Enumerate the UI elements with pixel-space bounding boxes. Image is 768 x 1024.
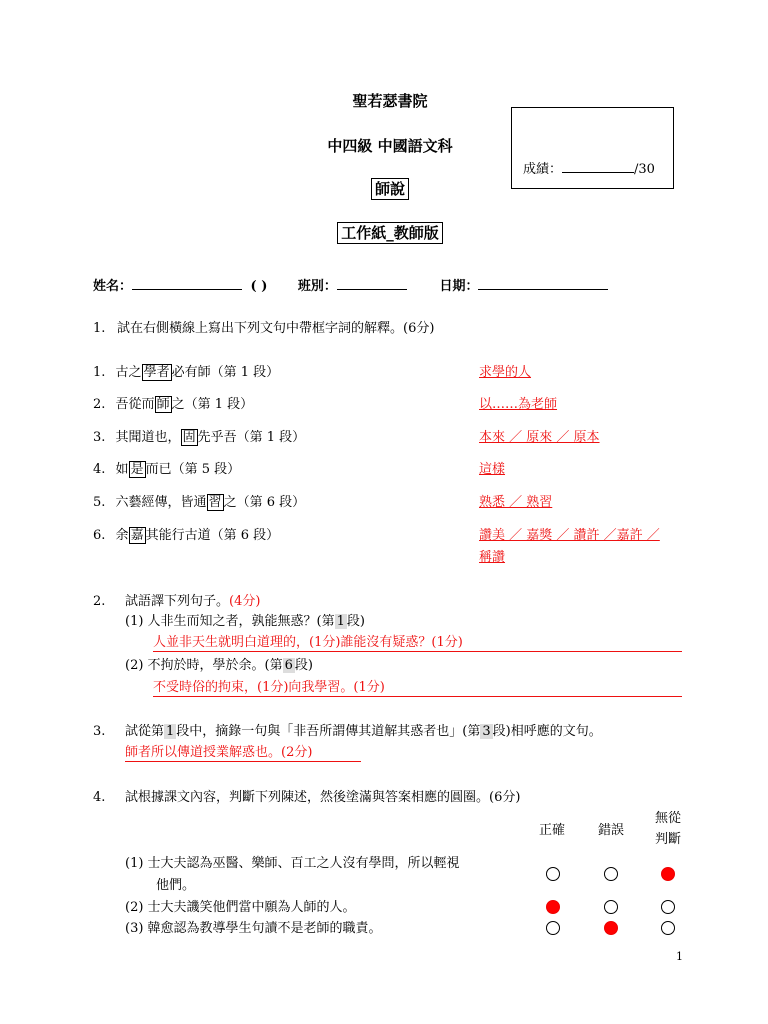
q2-answer-1-line — [153, 651, 682, 652]
q1-item-3 — [93, 429, 305, 447]
item-number: 6. — [93, 528, 106, 543]
boxed-word: 固 — [182, 430, 196, 445]
item-text: 先乎吾（第 1 段） — [197, 430, 306, 445]
radio-3-undeterminable[interactable] — [661, 921, 675, 935]
school-name: 聖若瑟書院 — [352, 92, 428, 110]
class-subject: 中四級 中國語文科 — [327, 137, 453, 155]
item-text: 古之 — [115, 365, 142, 380]
boxed-word: 學者 — [143, 365, 170, 380]
worksheet-title: 工作紙_教師版 — [337, 222, 443, 244]
item-text: 吾從而 — [115, 397, 155, 412]
q2-number: 2. — [93, 594, 106, 609]
col-undeterminable-1: 無從 — [655, 811, 682, 826]
q1-item-4 — [93, 461, 240, 479]
score-line — [523, 159, 655, 179]
item-number: 1. — [93, 365, 106, 380]
paragraph-number: 6 — [284, 658, 293, 673]
q2-answer-2-line — [153, 696, 682, 697]
q2-instruction-line — [125, 593, 260, 611]
item-number: 2. — [93, 397, 106, 412]
score-label: 成績： — [523, 162, 563, 177]
radio-2-wrong[interactable] — [604, 900, 618, 914]
q3-answer: 師者所以傳道授業解惑也。(2分) — [125, 745, 313, 760]
col-undeterminable-2: 判斷 — [655, 832, 682, 847]
item-text: 六藝經傳，皆通 — [115, 495, 207, 510]
date-label: 日期： — [439, 279, 479, 294]
date-field[interactable] — [478, 276, 608, 290]
q1-answer-2: 以……為老師 — [479, 397, 558, 412]
item-text: 段) — [346, 614, 365, 629]
radio-1-correct[interactable] — [546, 867, 560, 881]
q4-number: 4. — [93, 790, 106, 805]
q1-answer-5: 熟悉 ／ 熟習 — [479, 495, 553, 510]
q3-answer-line — [125, 761, 361, 762]
radio-2-correct[interactable] — [546, 900, 560, 914]
lesson-title: 師說 — [371, 178, 409, 200]
q3-text: 段中，摘錄一句與「非吾所謂傳其道解其惑者也」(第 — [176, 724, 481, 739]
class-number-paren: ( ) — [250, 279, 268, 294]
q4-statement-2: (2) 士大夫譏笑他們當中願為人師的人。 — [125, 900, 356, 915]
name-label: 姓名： — [93, 279, 133, 294]
item-text: 之（第 6 段） — [223, 495, 306, 510]
q2-marks: (4分) — [229, 594, 261, 609]
item-text: 其聞道也， — [115, 430, 181, 445]
paragraph-number: 1 — [166, 724, 175, 739]
class-label: 班別： — [297, 279, 337, 294]
radio-3-wrong[interactable] — [604, 921, 618, 935]
q2-answer-1: 人並非天生就明白道理的，(1分)誰能沒有疑惑？(1分) — [153, 635, 463, 650]
q1-number: 1. — [93, 321, 106, 336]
q4-statement-1-cont: 他們。 — [156, 878, 196, 893]
item-text: 而已（第 5 段） — [145, 462, 241, 477]
q1-item-2 — [93, 396, 253, 414]
q4-instruction: 試根據課文內容，判斷下列陳述，然後塗滿與答案相應的圓圈。(6分) — [125, 790, 521, 805]
q3-text: 段)相呼應的文句。 — [492, 724, 602, 739]
item-text: 余 — [115, 528, 129, 543]
q1-answer-1: 求學的人 — [479, 365, 532, 380]
q1-answer-3: 本來 ／ 原來 ／ 原本 — [479, 430, 600, 445]
item-number: 4. — [93, 462, 106, 477]
radio-1-wrong[interactable] — [604, 867, 618, 881]
q1-answer-6-cont: 稱讚 — [479, 550, 506, 565]
class-field[interactable] — [337, 276, 407, 290]
boxed-word: 師 — [156, 397, 170, 412]
worksheet-title-wrap — [0, 222, 768, 243]
q3-question — [125, 723, 602, 741]
q2-item-1 — [125, 613, 365, 631]
item-text: (2) 不拘於時，學於余。(第 — [125, 658, 283, 673]
boxed-word: 是 — [130, 462, 144, 477]
boxed-word: 習 — [208, 495, 222, 510]
q3-number: 3. — [93, 724, 106, 739]
q2-item-2 — [125, 657, 313, 675]
page-number: 1 — [676, 950, 683, 963]
item-text: 之（第 1 段） — [171, 397, 254, 412]
radio-3-correct[interactable] — [546, 921, 560, 935]
score-blank[interactable] — [562, 159, 634, 173]
q1-instruction: 試在右側橫線上寫出下列文句中帶框字詞的解釋。(6分) — [117, 321, 435, 336]
item-text: 如 — [115, 462, 129, 477]
q1-item-1 — [93, 364, 279, 382]
student-info-line — [93, 276, 608, 296]
paragraph-number: 3 — [482, 724, 491, 739]
paragraph-number: 1 — [336, 614, 345, 629]
radio-1-undeterminable[interactable] — [661, 867, 675, 881]
score-total: /30 — [634, 162, 655, 177]
item-number: 3. — [93, 430, 106, 445]
item-text: 必有師（第 1 段） — [171, 365, 280, 380]
q3-text: 試從第 — [125, 724, 165, 739]
q1-item-5 — [93, 494, 305, 512]
radio-2-undeterminable[interactable] — [661, 900, 675, 914]
q2-instruction: 試語譯下列句子。 — [125, 594, 230, 609]
q1-answer-6: 讚美 ／ 嘉獎 ／ 讚許 ／嘉許 ／ — [479, 528, 660, 543]
col-wrong: 錯誤 — [598, 823, 625, 838]
item-text: (1) 人非生而知之者，孰能無惑？(第 — [125, 614, 335, 629]
col-correct: 正確 — [539, 823, 566, 838]
q2-answer-2: 不受時俗的拘束，(1分)向我學習。(1分) — [153, 680, 385, 695]
item-text: 段) — [294, 658, 313, 673]
item-text: 其能行古道（第 6 段） — [145, 528, 280, 543]
q1-answer-4: 這樣 — [479, 462, 506, 477]
boxed-word: 嘉 — [130, 528, 144, 543]
q4-statement-1: (1) 士大夫認為巫醫、樂師、百工之人沒有學問，所以輕視 — [125, 856, 460, 871]
q4-statement-3: (3) 韓愈認為教導學生句讀不是老師的職責。 — [125, 921, 382, 936]
q1-item-6 — [93, 527, 279, 545]
name-field[interactable] — [132, 276, 242, 290]
item-number: 5. — [93, 495, 106, 510]
